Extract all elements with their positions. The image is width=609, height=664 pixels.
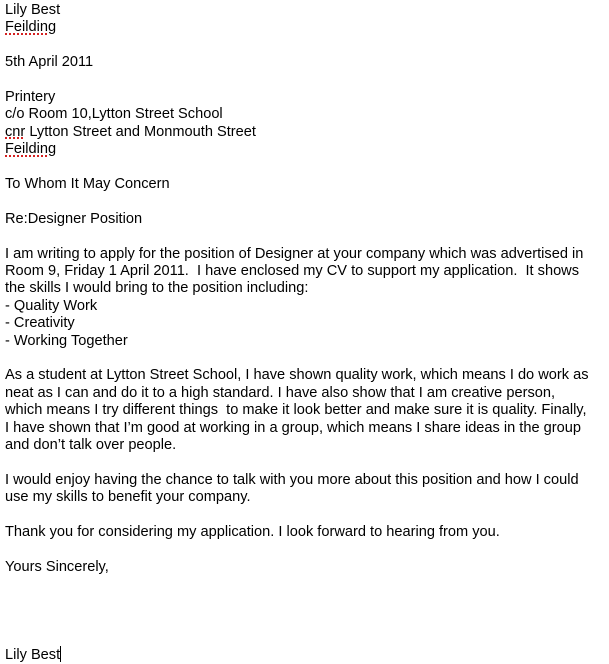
signature-name: Lily Best	[5, 646, 61, 663]
blank-line	[5, 159, 605, 176]
paragraph-line: use my skills to benefit your company.	[5, 489, 251, 506]
paragraph-line: I am writing to apply for the position of Designer at your company which was advertised in	[5, 245, 584, 262]
blank-line	[5, 37, 605, 54]
paragraph-line: the skills I would bring to the position including:	[5, 280, 309, 297]
blank-line	[5, 507, 605, 524]
skill-item: - Quality Work	[5, 297, 98, 314]
paragraph-line: and don’t talk over people.	[5, 437, 177, 454]
blank-line	[5, 541, 605, 558]
paragraph-line: Room 9, Friday 1 April 2011. I have enclosed my CV to support my application. It shows	[5, 263, 580, 280]
body-paragraph-1	[5, 246, 605, 350]
blank-line	[5, 193, 605, 210]
blank-line	[5, 454, 605, 471]
letter-date: 5th April 2011	[5, 54, 94, 71]
skill-item: - Creativity	[5, 315, 75, 332]
body-paragraph-2	[5, 367, 605, 454]
salutation: To Whom It May Concern	[5, 176, 170, 193]
subject-line: Re:Designer Position	[5, 210, 143, 227]
closing: Yours Sincerely,	[5, 558, 109, 575]
sender-block	[5, 2, 605, 37]
recipient-block	[5, 89, 605, 159]
sender-name: Lily Best	[5, 2, 61, 18]
recipient-town: Feilding	[5, 141, 57, 158]
paragraph-line: As a student at Lytton Street School, I have shown quality work, which means I do work as	[5, 367, 589, 384]
paragraph-line: which means I try different things to make it look better and make sure it is quality. Finally,	[5, 402, 587, 419]
recipient-line-2: c/o Room 10,Lytton Street School	[5, 106, 223, 123]
signature-space	[5, 576, 605, 646]
blank-line	[5, 72, 605, 89]
paragraph-line: I have shown that I’m good at working in a group, which means I share ideas in the group	[5, 419, 581, 436]
letter-document[interactable]	[5, 2, 605, 664]
paragraph-line: I would enjoy having the chance to talk with you more about this position and how I could	[5, 471, 579, 488]
body-paragraph-3	[5, 472, 605, 507]
paragraph-line: neat as I can and do it to a high standard. I have also show that I am creative person,	[5, 384, 556, 401]
skill-item: - Working Together	[5, 332, 128, 349]
recipient-line-3	[5, 124, 605, 141]
blank-line	[5, 228, 605, 245]
recipient-line-1: Printery	[5, 89, 56, 105]
blank-line	[5, 350, 605, 367]
text-cursor[interactable]	[60, 646, 61, 662]
sender-town: Feilding	[5, 19, 57, 36]
recipient-line-3-prefix: cnr	[5, 123, 26, 140]
recipient-line-3-rest: Lytton Street and Monmouth Street	[25, 123, 256, 140]
body-paragraph-4: Thank you for considering my application. I look forward to hearing from you.	[5, 524, 500, 541]
